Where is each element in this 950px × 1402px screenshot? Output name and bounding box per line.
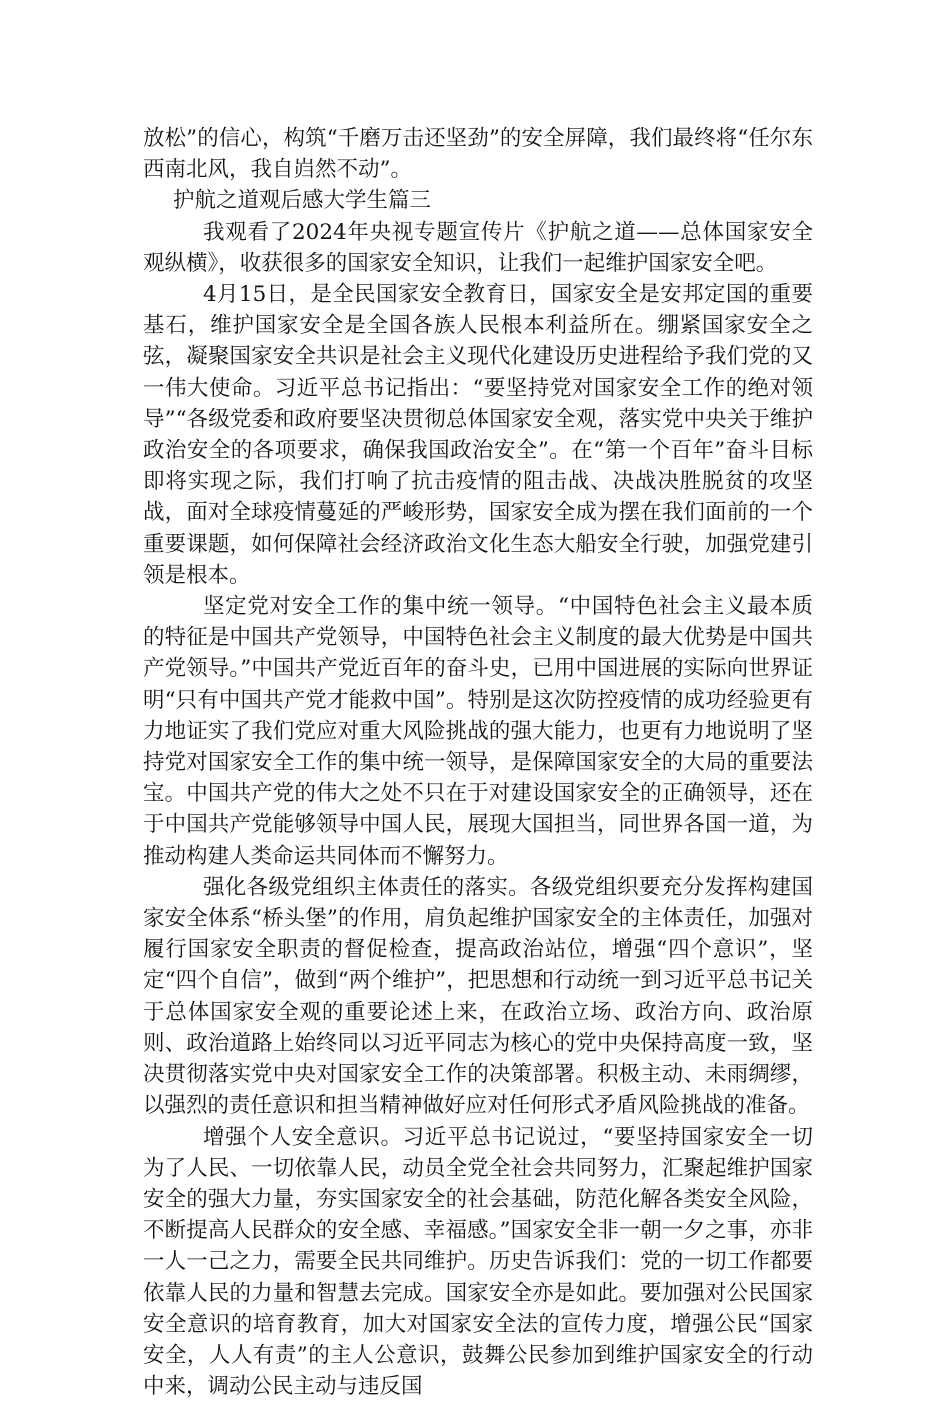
paragraph-april-15: 4月15日，是全民国家安全教育日，国家安全是安邦定国的重要基石，维护国家安全是全国各族人民根本利益所在。绷紧国家安全之弦，凝聚国家安全共识是社会主义现代化建设历史进程给予我们党的又一伟大使命。习近平总书记指出：“要坚持党对国家安全工作的绝对领导”“各级党委和政府要坚决贯彻总体国家安全观，落实党中央关于维护政治安全的各项要求，确保我国政治安全”。在“第一个百年”奋斗目标即将实现之际，我们打响了抗击疫情的阻击战、决战决胜脱贫的攻坚战，面对全球疫情蔓延的严峻形势，国家安全成为摆在我们面前的一个重要课题，如何保障社会经济政治文化生态大船安全行驶，加强党建引领是根本。 <box>143 279 813 591</box>
paragraph-continuation: 放松”的信心，构筑“千磨万击还坚劲”的安全屏障，我们最终将“任尔东西南北风，我自岿然不动”。 <box>143 123 813 185</box>
paragraph-personal-awareness: 增强个人安全意识。习近平总书记说过，“要坚持国家安全一切为了人民、一切依靠人民，动员全党全社会共同努力，汇聚起维护国家安全的强大力量，夯实国家安全的社会基础，防范化解各类安全风险，不断提高人民群众的安全感、幸福感。”国家安全非一朝一夕之事，亦非一人一己之力，需要全民共同维护。历史告诉我们：党的一切工作都要依靠人民的力量和智慧去完成。国家安全亦是如此。要加强对公民国家安全意识的培育教育，加大对国家安全法的宣传力度，增强公民“国家安全，人人有责”的主人公意识，鼓舞公民参加到维护国家安全的行动中来，调动公民主动与违反国 <box>143 1122 813 1402</box>
paragraph-party-leadership: 坚定党对安全工作的集中统一领导。“中国特色社会主义最本质的特征是中国共产党领导，中国特色社会主义制度的最大优势是中国共产党领导。”中国共产党近百年的奋斗史，已用中国进展的实际向世界证明“只有中国共产党才能救中国”。特别是这次防控疫情的成功经验更有力地证实了我们党应对重大风险挑战的强大能力，也更有力地说明了坚持党对国家安全工作的集中统一领导，是保障国家安全的大局的重要法宝。中国共产党的伟大之处不只在于对建设国家安全的正确领导，还在于中国共产党能够领导中国人民，展现大国担当，同世界各国一道，为推动构建人类命运共同体而不懈努力。 <box>143 591 813 872</box>
paragraph-intro: 我观看了2024年央视专题宣传片《护航之道——总体国家安全观纵横》，收获很多的国家安全知识，让我们一起维护国家安全吧。 <box>143 217 813 279</box>
section-heading: 护航之道观后感大学生篇三 <box>143 185 813 216</box>
paragraph-party-responsibility: 强化各级党组织主体责任的落实。各级党组织要充分发挥构建国家安全体系“桥头堡”的作用，肩负起维护国家安全的主体责任，加强对履行国家安全职责的督促检查，提高政治站位，增强“四个意识”，坚定“四个自信”，做到“两个维护”，把思想和行动统一到习近平总书记关于总体国家安全观的重要论述上来，在政治立场、政治方向、政治原则、政治道路上始终同以习近平同志为核心的党中央保持高度一致，坚决贯彻落实党中央对国家安全工作的决策部署。积极主动、未雨绸缪，以强烈的责任意识和担当精神做好应对任何形式矛盾风险挑战的准备。 <box>143 872 813 1122</box>
document-page <box>143 123 813 1402</box>
